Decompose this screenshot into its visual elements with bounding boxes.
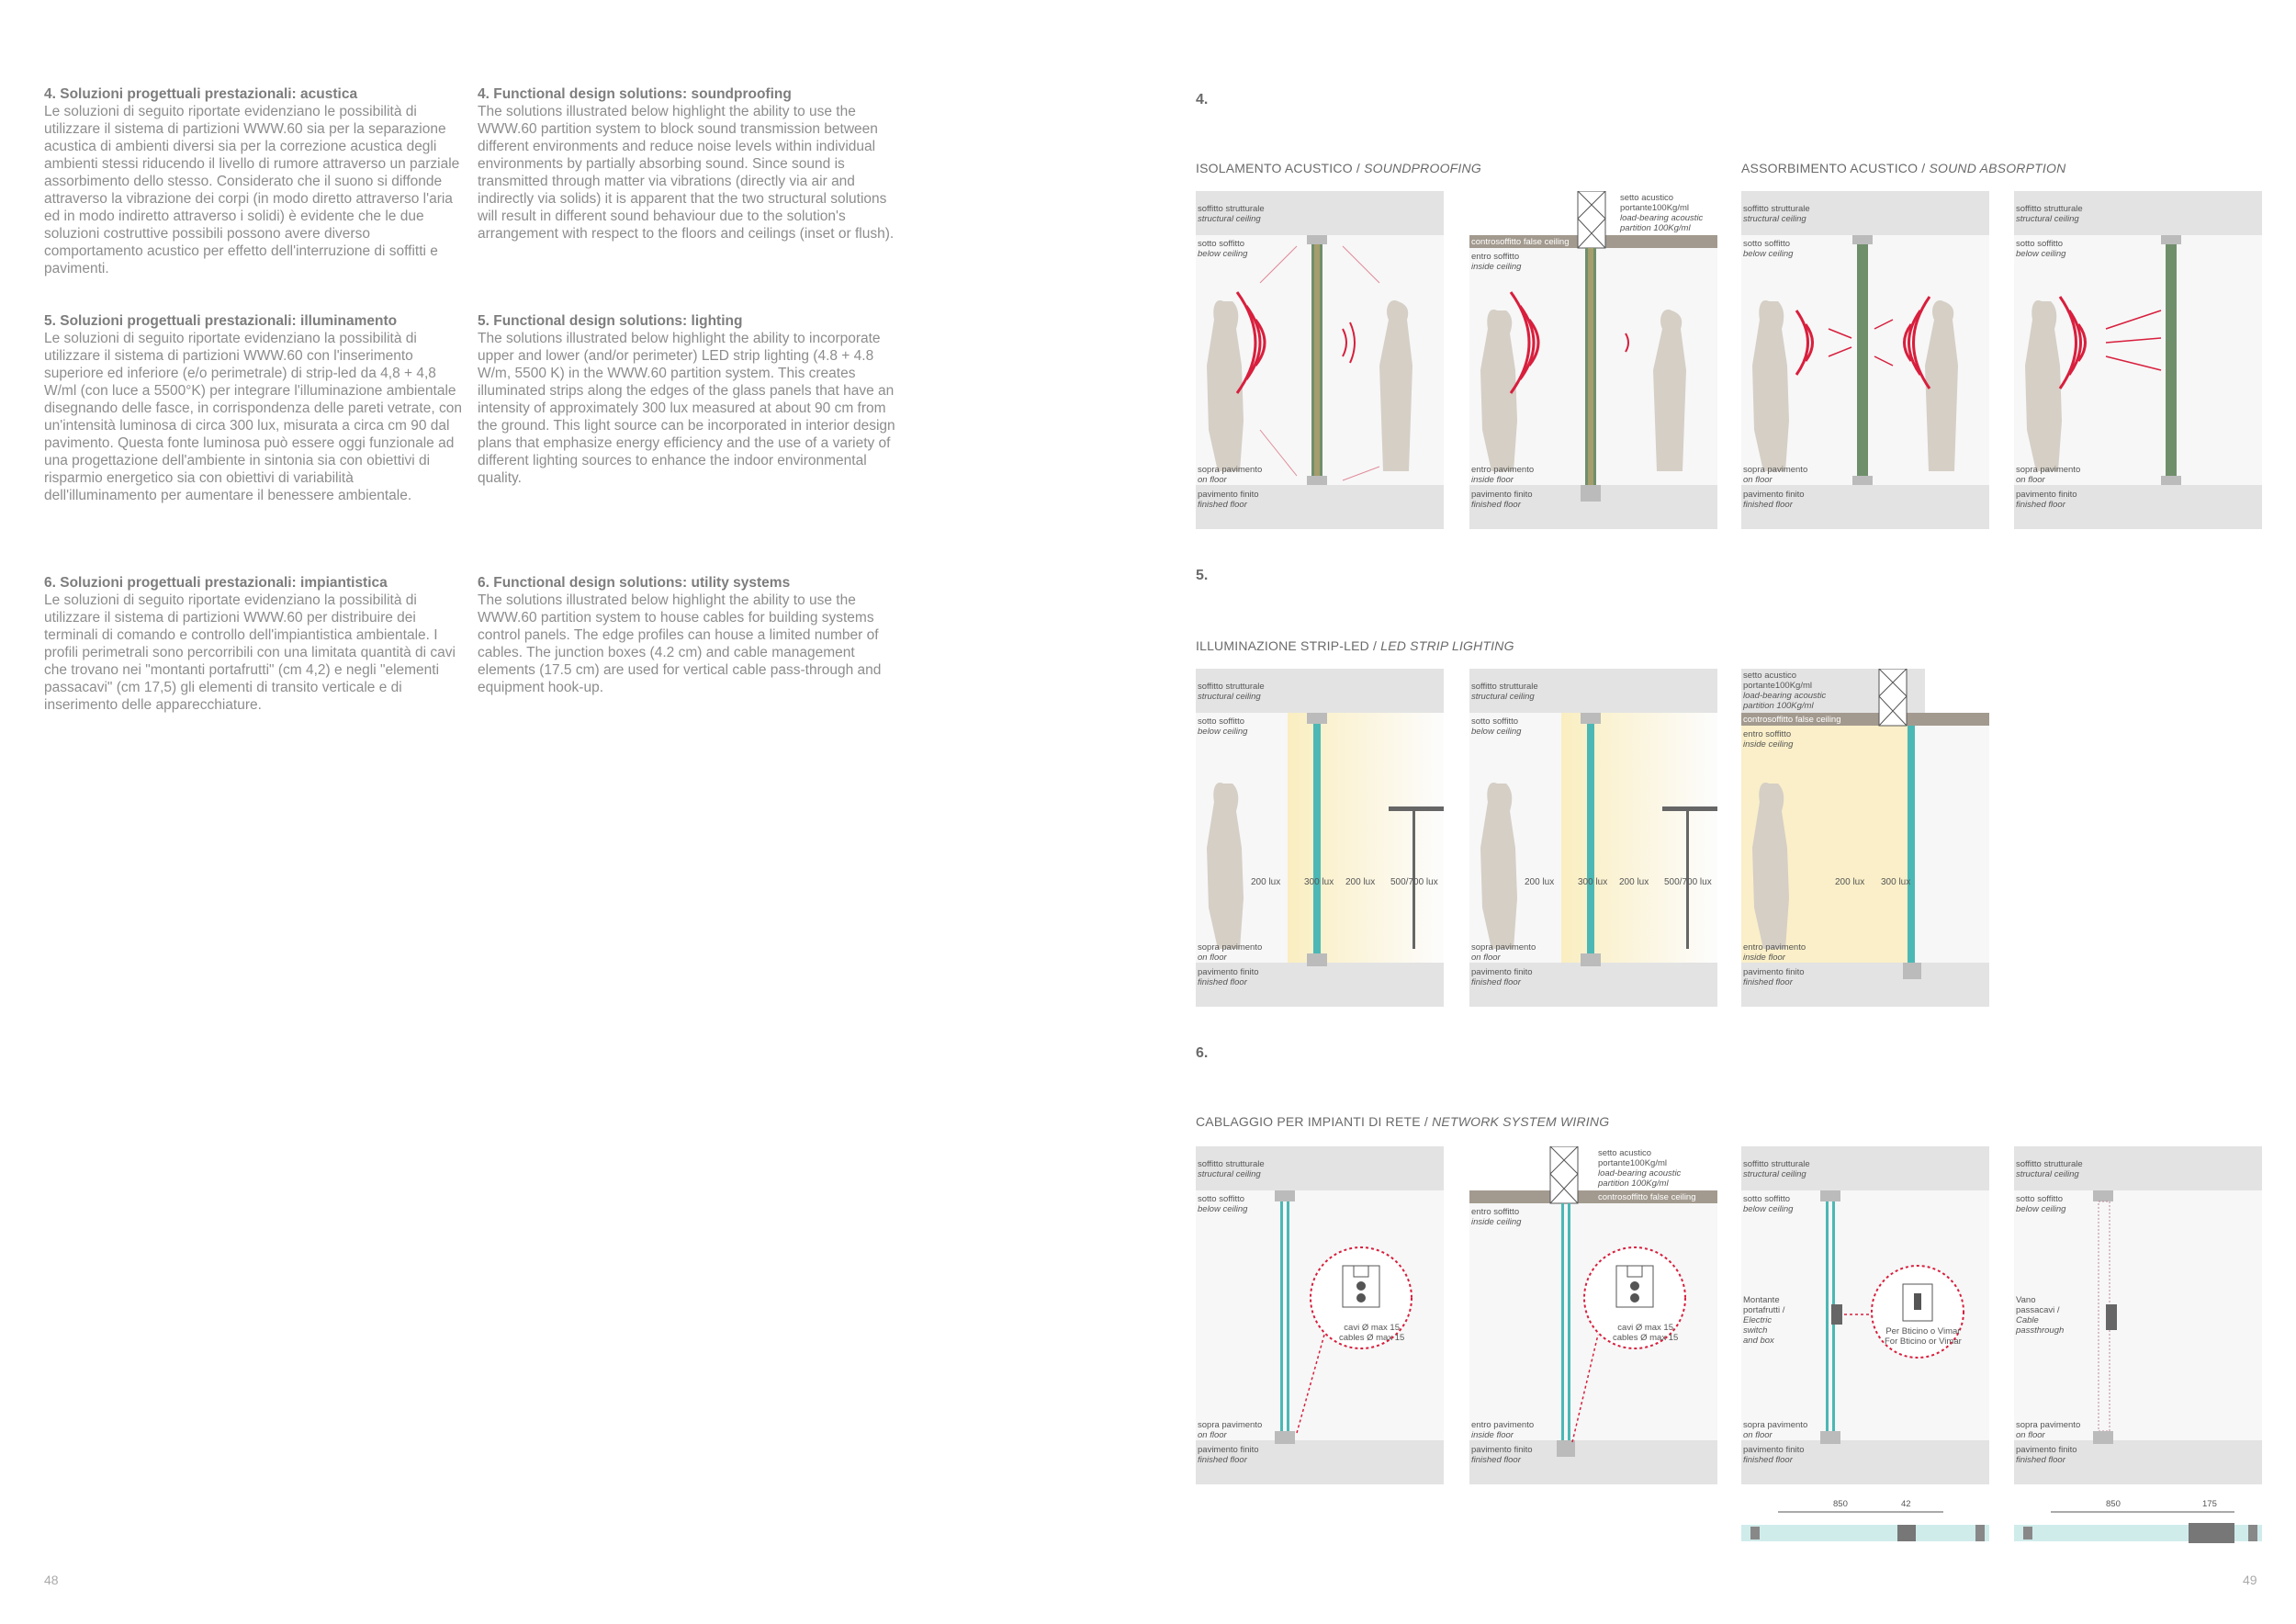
section-title-sound-absorption [1741, 161, 2065, 175]
cavi-it: cavi Ø max 15 [1617, 1323, 1673, 1333]
structural-it: soffitto strutturale [1743, 204, 1810, 214]
body-it-5: Le soluzioni di seguito riportate evidenziano la possibilità di utilizzare il sistema di partizioni WWW.60 con l'inserimento superiore ed inferiore (e/o perimetrale) di strip-led da 4,8 + 4,8 W/ml (con luce a 5500°K) per integrare l'illuminazione ambientale disegnando delle fasce, in corrispondenza delle pareti vetrate, con un'intensità luminosa di circa 300 lux, misurata a circa cm 90 dal pavimento. Questa fonte luminosa può essere oggi funzionale ad una progettazione dell'ambiente in sintonia sia con obiettivi di risparmio energetico sia con obiettivi di variabilità dell'illuminamento per aumentare il benessere ambientale. [44, 331, 462, 503]
label-on-floor [1743, 1420, 1807, 1440]
bearing-3: load-bearing acoustic [1743, 691, 1827, 701]
insidefloor-it: entro pavimento [1471, 465, 1535, 475]
montante-2: portafrutti / [1743, 1305, 1785, 1315]
bticino-it: Per Bticino o Vimar [1885, 1326, 1961, 1336]
label-below-ceiling [1743, 1194, 1793, 1214]
text-en-6 [478, 574, 900, 696]
lux-200-b: 200 lux [1619, 877, 1649, 887]
panel-wiring-3 [1741, 1146, 1989, 1484]
inside-en: inside ceiling [1471, 1217, 1522, 1227]
finished-it: pavimento finito [1471, 1445, 1533, 1455]
bearing-2: portante100Kg/ml [1620, 203, 1689, 213]
label-on-floor [2016, 465, 2080, 485]
label-below-ceiling [1198, 716, 1247, 737]
label-false-ceiling: controsoffitto false ceiling [1471, 237, 1570, 247]
onfloor-en: on floor [1198, 1430, 1227, 1440]
bearing-1: setto acustico [1598, 1148, 1652, 1158]
lux-500-700: 500/700 lux [1390, 877, 1438, 887]
label-inside-floor [1471, 465, 1534, 485]
finished-en: finished floor [2016, 1455, 2065, 1465]
finished-en: finished floor [1471, 1455, 1521, 1465]
insidefloor-en: inside floor [1743, 953, 1785, 963]
bearing-4: partition 100Kg/ml [1598, 1179, 1669, 1189]
bearing-3: load-bearing acoustic [1598, 1168, 1682, 1179]
vano-4: passthrough [2016, 1325, 2065, 1336]
wiring-title-en: NETWORK SYSTEM WIRING [1432, 1114, 1610, 1129]
finished-it: pavimento finito [2016, 1445, 2077, 1455]
section-number-6: 6. [1196, 1045, 1209, 1061]
onfloor-it: sopra pavimento [2016, 1420, 2081, 1430]
lux-300: 300 lux [1304, 877, 1334, 887]
label-inside-floor [1471, 1420, 1534, 1440]
structural-it: soffitto strutturale [1471, 682, 1538, 692]
onfloor-it: sopra pavimento [2016, 465, 2081, 475]
lux-500-700: 500/700 lux [1664, 877, 1712, 887]
structural-en: structural ceiling [1743, 1169, 1806, 1179]
soundproofing-title-it: ISOLAMENTO ACUSTICO / [1196, 161, 1365, 175]
below-en: below ceiling [1198, 249, 1248, 259]
heading-it-6: 6. Soluzioni progettuali prestazionali: impiantistica [44, 575, 388, 591]
label-inside-ceiling [1471, 252, 1521, 272]
heading-it-5: 5. Soluzioni progettuali prestazionali: illuminamento [44, 313, 398, 329]
below-en: below ceiling [1743, 249, 1794, 259]
heading-en-5: 5. Functional design solutions: lighting [478, 313, 743, 329]
onfloor-en: on floor [1198, 953, 1227, 963]
heading-en-6: 6. Functional design solutions: utility systems [478, 575, 791, 591]
insidefloor-en: inside floor [1471, 475, 1514, 485]
structural-it: soffitto strutturale [2016, 1159, 2083, 1169]
label-bticino [1885, 1326, 1962, 1347]
inside-en: inside ceiling [1471, 262, 1522, 272]
structural-en: structural ceiling [1198, 1169, 1261, 1179]
label-structural-ceiling [2016, 1159, 2083, 1179]
label-finished-floor [1198, 967, 1259, 987]
panel-absorption-2 [2014, 191, 2262, 529]
below-it: sotto soffitto [1198, 239, 1245, 249]
structural-en: structural ceiling [2016, 1169, 2079, 1179]
insidefloor-en: inside floor [1471, 1430, 1514, 1440]
section-title-wiring [1196, 1114, 1609, 1129]
label-on-floor [2016, 1420, 2080, 1440]
lux-200: 200 lux [1835, 877, 1865, 887]
finished-en: finished floor [1198, 977, 1247, 987]
finished-it: pavimento finito [1471, 967, 1533, 977]
finished-it: pavimento finito [1471, 490, 1533, 500]
below-it: sotto soffitto [1198, 1194, 1245, 1204]
finished-en: finished floor [1471, 500, 1521, 510]
panel-soundproof-inside [1469, 191, 1717, 529]
inside-it: entro soffitto [1471, 1207, 1520, 1217]
label-below-ceiling [1471, 716, 1521, 737]
label-on-floor [1198, 1420, 1262, 1440]
label-below-ceiling [2016, 1194, 2065, 1214]
label-finished-floor [1471, 1445, 1533, 1465]
onfloor-it: sopra pavimento [1198, 465, 1263, 475]
label-structural-ceiling [1198, 204, 1265, 224]
onfloor-en: on floor [1743, 1430, 1773, 1440]
label-on-floor [1743, 465, 1807, 485]
text-en-5 [478, 312, 900, 487]
structural-en: structural ceiling [2016, 214, 2079, 224]
body-en-6: The solutions illustrated below highlight the ability to use the WWW.60 partition system to house cables for building systems control panels. The edge profiles can house a limited number of cables. The junction boxes (4.2 cm) and cable management elements (17.5 cm) are used for vertical cable pass-through and equipment hook-up. [478, 592, 882, 695]
led-title-it: ILLUMINAZIONE STRIP-LED / [1196, 638, 1381, 653]
bticino-en: For Bticino or Vimar [1885, 1336, 1962, 1347]
label-cables [1339, 1323, 1404, 1343]
structural-it: soffitto strutturale [2016, 204, 2083, 214]
structural-en: structural ceiling [1198, 214, 1261, 224]
below-en: below ceiling [1198, 1204, 1248, 1214]
bearing-4: partition 100Kg/ml [1620, 223, 1691, 233]
cavi-it: cavi Ø max 15 [1344, 1323, 1400, 1333]
text-it-5 [44, 312, 467, 504]
label-structural-ceiling [2016, 204, 2083, 224]
cavi-en: cables Ø max 15 [1339, 1333, 1405, 1343]
lux-200-a: 200 lux [1251, 877, 1281, 887]
structural-it: soffitto strutturale [1198, 1159, 1265, 1169]
label-below-ceiling [1198, 239, 1247, 259]
below-en: below ceiling [2016, 1204, 2066, 1214]
onfloor-en: on floor [2016, 475, 2045, 485]
finished-it: pavimento finito [2016, 490, 2077, 500]
label-bearing-partition [1598, 1148, 1681, 1189]
section-number-4: 4. [1196, 92, 1209, 107]
heading-en-4: 4. Functional design solutions: soundproofing [478, 86, 792, 102]
label-false-ceiling: controsoffitto false ceiling [1743, 715, 1841, 725]
vano-1: Vano [2016, 1295, 2036, 1305]
wiring-title-it: CABLAGGIO PER IMPIANTI DI RETE / [1196, 1114, 1433, 1129]
panel-led-1 [1196, 669, 1444, 1007]
panel-led-2 [1469, 669, 1717, 1007]
vano-3: Cable [2016, 1315, 2039, 1325]
label-below-ceiling [1743, 239, 1793, 259]
led-title-en: LED STRIP LIGHTING [1380, 638, 1514, 653]
below-en: below ceiling [1471, 727, 1522, 737]
label-inside-ceiling [1743, 729, 1793, 750]
structural-en: structural ceiling [1198, 692, 1261, 702]
label-inside-floor [1743, 942, 1806, 963]
label-cables [1613, 1323, 1678, 1343]
dimension-850: 850 [1833, 1499, 1848, 1509]
label-structural-ceiling [1198, 682, 1265, 702]
bearing-4: partition 100Kg/ml [1743, 701, 1814, 711]
label-below-ceiling [1198, 1194, 1247, 1214]
below-it: sotto soffitto [1743, 1194, 1791, 1204]
finished-it: pavimento finito [1198, 490, 1259, 500]
structural-it: soffitto strutturale [1743, 1159, 1810, 1169]
finished-en: finished floor [1198, 1455, 1247, 1465]
label-finished-floor [1198, 490, 1259, 510]
text-it-4 [44, 85, 467, 277]
finished-it: pavimento finito [1198, 967, 1259, 977]
lux-200-b: 200 lux [1345, 877, 1376, 887]
finished-it: pavimento finito [1743, 1445, 1805, 1455]
onfloor-it: sopra pavimento [1743, 465, 1808, 475]
section-number-5: 5. [1196, 568, 1209, 583]
label-finished-floor [1743, 490, 1805, 510]
panel-wiring-1 [1196, 1146, 1444, 1484]
montante-3: Electric [1743, 1315, 1773, 1325]
finished-en: finished floor [1743, 1455, 1793, 1465]
absorption-title-en: SOUND ABSORPTION [1929, 161, 2066, 175]
lux-300: 300 lux [1578, 877, 1608, 887]
structural-en: structural ceiling [1743, 214, 1806, 224]
label-electric-switch [1743, 1295, 1784, 1346]
panel-wiring-4 [2014, 1146, 2262, 1484]
label-bearing-partition [1620, 193, 1703, 233]
finished-en: finished floor [2016, 500, 2065, 510]
onfloor-en: on floor [1198, 475, 1227, 485]
below-en: below ceiling [1743, 1204, 1794, 1214]
dimension-42: 42 [1901, 1499, 1911, 1509]
finished-en: finished floor [1198, 500, 1247, 510]
lux-200-a: 200 lux [1525, 877, 1555, 887]
label-on-floor [1198, 465, 1262, 485]
bearing-2: portante100Kg/ml [1743, 681, 1812, 691]
label-finished-floor [2016, 1445, 2077, 1465]
below-it: sotto soffitto [1743, 239, 1791, 249]
below-it: sotto soffitto [2016, 239, 2064, 249]
inside-it: entro soffitto [1743, 729, 1792, 739]
inside-en: inside ceiling [1743, 739, 1794, 750]
vano-2: passacavi / [2016, 1305, 2060, 1315]
section-title-led [1196, 638, 1514, 653]
dimension-175: 175 [2202, 1499, 2217, 1509]
panel-absorption-1 [1741, 191, 1989, 529]
montante-1: Montante [1743, 1295, 1780, 1305]
onfloor-en: on floor [2016, 1430, 2045, 1440]
onfloor-it: sopra pavimento [1198, 942, 1263, 953]
bearing-1: setto acustico [1743, 671, 1797, 681]
label-finished-floor [1471, 967, 1533, 987]
insidefloor-it: entro pavimento [1743, 942, 1806, 953]
finished-it: pavimento finito [1743, 967, 1805, 977]
plan-cable-drawing [2014, 1499, 2262, 1554]
label-on-floor [1471, 942, 1536, 963]
label-finished-floor [1743, 967, 1805, 987]
body-en-4: The solutions illustrated below highlight the ability to use the WWW.60 partition system to block sound transmission between different environments and reduce noise levels within individual environments by partially absorbing sound. Since sound is transmitted through matter via vibrations (directly via air and indirectly via solids) it is apparent that the two structural solutions will result in different sound behaviour due to the solution's arrangement with respect to the floors and ceilings (inset or flush). [478, 104, 895, 242]
panel-soundproof-below [1196, 191, 1444, 529]
bearing-2: portante100Kg/ml [1598, 1158, 1667, 1168]
page-number-right: 49 [2243, 1573, 2257, 1587]
onfloor-it: sopra pavimento [1471, 942, 1536, 953]
structural-en: structural ceiling [1471, 692, 1535, 702]
below-it: sotto soffitto [2016, 1194, 2064, 1204]
plan-detail-cable [2014, 1499, 2262, 1554]
plan-switch-drawing [1741, 1499, 1989, 1554]
insidefloor-it: entro pavimento [1471, 1420, 1535, 1430]
page-number-left: 48 [44, 1573, 59, 1587]
finished-it: pavimento finito [1198, 1445, 1259, 1455]
label-structural-ceiling [1743, 204, 1810, 224]
dimension-850: 850 [2106, 1499, 2121, 1509]
onfloor-en: on floor [1471, 953, 1501, 963]
body-en-5: The solutions illustrated below highlight the ability to incorporate upper and lower (and/or perimeter) LED strip lighting (4.8 + 4.8 W/m, 5500 K) in the WWW.60 partition system. This creates illuminated strips along the edges of the glass panels that have an intensity of approximately 300 lux measured at about 90 cm from the ground. This light source can be incorporated in interior design plans that emphasize energy efficiency and the use of a variety of different lighting sources to enhance the indoor environmental quality. [478, 331, 895, 486]
panel-wiring-2 [1469, 1146, 1717, 1484]
label-structural-ceiling [1471, 682, 1538, 702]
structural-it: soffitto strutturale [1198, 204, 1265, 214]
heading-it-4: 4. Soluzioni progettuali prestazionali: acustica [44, 86, 358, 102]
lux-300: 300 lux [1881, 877, 1911, 887]
label-inside-ceiling [1471, 1207, 1521, 1227]
montante-4: switch [1743, 1325, 1768, 1336]
finished-en: finished floor [1743, 977, 1793, 987]
plan-detail-switch [1741, 1499, 1989, 1554]
label-bearing-partition [1743, 671, 1826, 711]
bearing-1: setto acustico [1620, 193, 1674, 203]
finished-en: finished floor [1743, 500, 1793, 510]
panel-led-3 [1741, 669, 1989, 1007]
onfloor-it: sopra pavimento [1743, 1420, 1808, 1430]
onfloor-en: on floor [1743, 475, 1773, 485]
label-structural-ceiling [1198, 1159, 1265, 1179]
body-it-6: Le soluzioni di seguito riportate evidenziano la possibilità di utilizzare il sistema di partizioni WWW.60 per distribuire dei terminali di comando e controllo dell'impiantistica ambientale. I profili perimetrali sono percorribili con una limitata quantità di cavi che trovano nei "montanti portafrutti" (cm 4,2) e negli "elementi passacavi" (cm 17,5) gli elementi di transito verticale e di inserimento delle apparecchiature. [44, 592, 456, 713]
finished-en: finished floor [1471, 977, 1521, 987]
label-on-floor [1198, 942, 1262, 963]
below-en: below ceiling [1198, 727, 1248, 737]
section-title-soundproofing [1196, 161, 1481, 175]
cavi-en: cables Ø max 15 [1613, 1333, 1679, 1343]
absorption-title-it: ASSORBIMENTO ACUSTICO / [1741, 161, 1930, 175]
bearing-3: load-bearing acoustic [1620, 213, 1704, 223]
label-false-ceiling: controsoffitto false ceiling [1598, 1192, 1696, 1202]
below-en: below ceiling [2016, 249, 2066, 259]
label-structural-ceiling [1743, 1159, 1810, 1179]
inside-it: entro soffitto [1471, 252, 1520, 262]
label-cable-passthrough [2016, 1295, 2064, 1336]
body-it-4: Le soluzioni di seguito riportate evidenziano le possibilità di utilizzare il sistema di partizioni WWW.60 sia per la separazione acustica di ambienti diversi sia per la correzione acustica degli ambienti stessi riducendo il livello di rumore attraverso un parziale assorbimento dello stesso. Considerato che il suono si diffonde attraverso la vibrazione dei corpi (in modo diretto attraverso l'aria ed in modo indiretto attraverso i solidi) è evidente che le due soluzioni costruttive possibili possono avere diverso comportamento acustico per effetto dell'interruzione di soffitti e pavimenti. [44, 104, 460, 276]
label-below-ceiling [2016, 239, 2065, 259]
text-en-4 [478, 85, 900, 242]
text-it-6 [44, 574, 467, 714]
onfloor-it: sopra pavimento [1198, 1420, 1263, 1430]
below-it: sotto soffitto [1198, 716, 1245, 727]
structural-it: soffitto strutturale [1198, 682, 1265, 692]
finished-it: pavimento finito [1743, 490, 1805, 500]
montante-5: and box [1743, 1336, 1774, 1346]
label-finished-floor [2016, 490, 2077, 510]
label-finished-floor [1743, 1445, 1805, 1465]
label-finished-floor [1471, 490, 1533, 510]
soundproofing-title-en: SOUNDPROOFING [1364, 161, 1481, 175]
label-finished-floor [1198, 1445, 1259, 1465]
below-it: sotto soffitto [1471, 716, 1519, 727]
